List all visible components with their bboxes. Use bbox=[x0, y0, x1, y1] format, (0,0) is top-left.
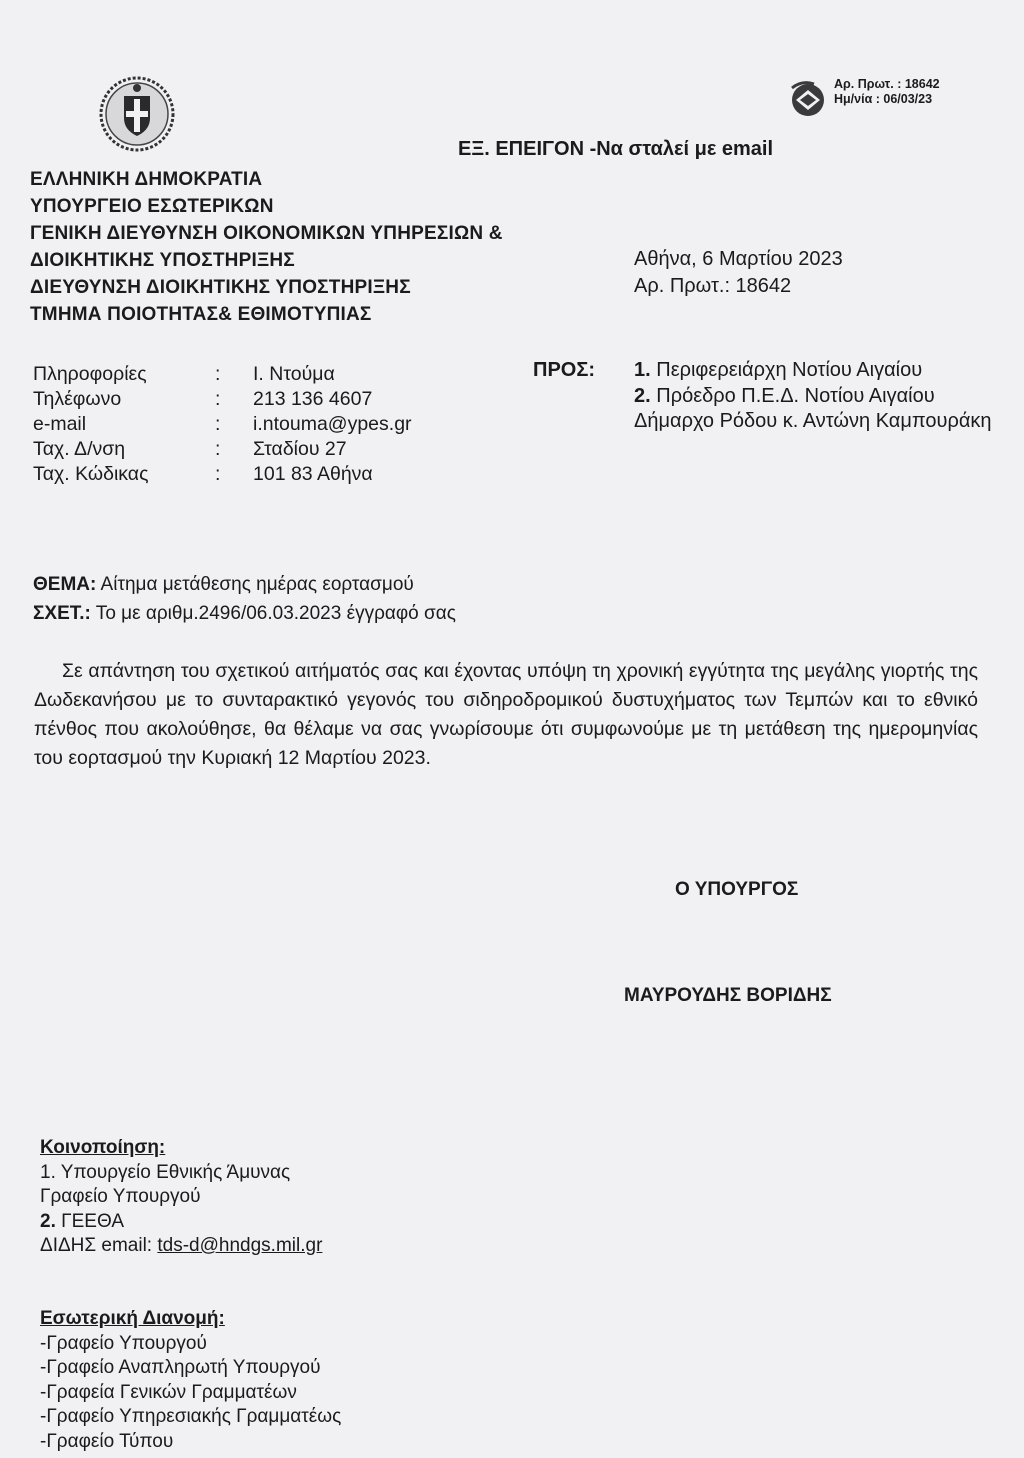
reference-line bbox=[33, 601, 456, 626]
letterhead-line: ΤΜΗΜΑ ΠΟΙΟΤΗΤΑΣ& ΕΘΙΜΟΤΥΠΙΑΣ bbox=[30, 304, 372, 325]
notification-block bbox=[40, 1136, 322, 1259]
letterhead-line: ΓΕΝΙΚΗ ΔΙΕΥΘΥΝΣΗ ΟΙΚΟΝΟΜΙΚΩΝ ΥΠΗΡΕΣΙΩΝ & bbox=[30, 223, 503, 244]
info-row bbox=[33, 462, 412, 487]
urgent-send-note: ΕΞ. ΕΠΕΙΓΟΝ -Να σταλεί με email bbox=[458, 138, 774, 160]
info-value: 213 136 4607 bbox=[253, 388, 373, 410]
info-value: Ι. Ντούμα bbox=[253, 363, 335, 385]
internal-distribution-item: -Γραφείο Αναπληρωτή Υπουργού bbox=[40, 1357, 321, 1378]
contact-info-block bbox=[33, 362, 412, 487]
subject-label: ΘΕΜΑ: bbox=[33, 574, 97, 595]
recipients-label: ΠΡΟΣ: bbox=[533, 359, 596, 381]
internal-distribution-item: -Γραφείο Τύπου bbox=[40, 1430, 174, 1452]
recipient-item bbox=[634, 358, 1024, 384]
protocol-stamp-icon bbox=[788, 78, 828, 118]
internal-distribution-item: -Γραφεία Γενικών Γραμματέων bbox=[40, 1381, 297, 1403]
notification-email-link[interactable]: tds-d@hndgs.mil.gr bbox=[157, 1235, 323, 1256]
notification-line bbox=[40, 1210, 322, 1235]
letterhead-line: ΕΛΛΗΝΙΚΗ ΔΗΜΟΚΡΑΤΙΑ bbox=[30, 169, 263, 190]
letterhead-line: ΔΙΟΙΚΗΤΙΚΗΣ ΥΠΟΣΤΗΡΙΞΗΣ bbox=[30, 250, 295, 271]
subject-line bbox=[33, 572, 414, 597]
info-value: Σταδίου 27 bbox=[253, 438, 347, 460]
recipient-number: 2. bbox=[634, 384, 651, 407]
info-colon: : bbox=[215, 413, 221, 435]
protocol-number: Αρ. Πρωτ.: 18642 bbox=[634, 275, 792, 297]
subject-text: Αίτημα μετάθεσης ημέρας εορτασμού bbox=[96, 574, 414, 595]
info-label: Τηλέφωνο bbox=[33, 388, 122, 410]
recipient-extra: Δήμαρχο Ρόδου κ. Αντώνη Καμπουράκη bbox=[634, 410, 992, 432]
notification-line bbox=[40, 1234, 322, 1259]
notification-email-label: ΔΙΔΗΣ email: bbox=[40, 1235, 158, 1256]
stamp-date: Ημ/νία : 06/03/23 bbox=[834, 92, 933, 106]
internal-distribution-heading: Εσωτερική Διανομή: bbox=[40, 1308, 225, 1329]
letterhead-line: ΔΙΕΥΘΥΝΣΗ ΔΙΟΙΚΗΤΙΚΗΣ ΥΠΟΣΤΗΡΙΞΗΣ bbox=[30, 277, 411, 298]
recipient-number: 1. bbox=[634, 359, 651, 381]
internal-distribution-item: -Γραφείο Υπουργού bbox=[40, 1332, 207, 1354]
signatory-title: Ο ΥΠΟΥΡΓΟΣ bbox=[675, 879, 799, 900]
info-label: e-mail bbox=[33, 413, 87, 435]
info-row bbox=[33, 362, 412, 387]
info-colon: : bbox=[215, 388, 221, 410]
notification-line: 1. Υπουργείο Εθνικής Άμυνας bbox=[40, 1161, 291, 1183]
notification-line: Γραφείο Υπουργού bbox=[40, 1186, 201, 1207]
signatory-name: ΜΑΥΡΟΥΔΗΣ ΒΟΡΙΔΗΣ bbox=[624, 985, 832, 1006]
notification-text: ΓΕΕΘΑ bbox=[55, 1210, 125, 1232]
internal-distribution-item: -Γραφείο Υπηρεσιακής Γραμματέως bbox=[40, 1406, 342, 1427]
info-colon: : bbox=[215, 363, 221, 385]
info-label: Πληροφορίες bbox=[33, 363, 147, 385]
recipient-text: Περιφερειάρχη Νοτίου Αιγαίου bbox=[656, 359, 923, 381]
info-row bbox=[33, 387, 412, 412]
info-row bbox=[33, 437, 412, 462]
info-value: i.ntouma@ypes.gr bbox=[253, 413, 412, 435]
info-colon: : bbox=[215, 438, 221, 460]
notification-heading: Κοινοποίηση: bbox=[40, 1137, 166, 1158]
letter-body: Σε απάντηση του σχετικού αιτήματός σας και έχοντας υπόψη τη χρονική εγγύτητα της μεγάλης γιορτής της Δωδεκανήσου με το συνταρακτικό γεγονός του σιδηροδρομικού δυστυχήματος των Τεμπών και το εθνικό πένθος που ακολούθησε, θα θέλαμε να σας γνωρίσουμε ότι συμφωνούμε με τη μετάθεση της ημερομηνίας του εορτασμού την Κυριακή 12 Μαρτίου 2023. bbox=[34, 660, 978, 769]
recipient-text: Πρόεδρο Π.Ε.Δ. Νοτίου Αιγαίου bbox=[656, 384, 935, 407]
stamp-protocol-number: Αρ. Πρωτ. : 18642 bbox=[834, 77, 940, 91]
info-row bbox=[33, 412, 412, 437]
recipients-list bbox=[634, 358, 1024, 435]
recipient-item bbox=[634, 384, 1024, 410]
letterhead-line: ΥΠΟΥΡΓΕΙΟ ΕΣΩΤΕΡΙΚΩΝ bbox=[30, 196, 274, 217]
info-value: 101 83 Αθήνα bbox=[253, 463, 373, 485]
greek-coat-of-arms-emblem bbox=[98, 74, 176, 152]
info-label: Ταχ. Κώδικας bbox=[33, 463, 149, 485]
letterhead bbox=[30, 166, 503, 328]
reference-label: ΣΧΕΤ.: bbox=[33, 603, 91, 624]
internal-distribution-block bbox=[40, 1307, 341, 1454]
place-and-date: Αθήνα, 6 Μαρτίου 2023 bbox=[634, 248, 843, 270]
info-colon: : bbox=[215, 463, 221, 485]
info-label: Ταχ. Δ/νση bbox=[33, 438, 126, 460]
reference-text: Το με αριθμ.2496/06.03.2023 έγγραφό σας bbox=[90, 603, 456, 624]
notification-number: 2. bbox=[40, 1210, 56, 1232]
